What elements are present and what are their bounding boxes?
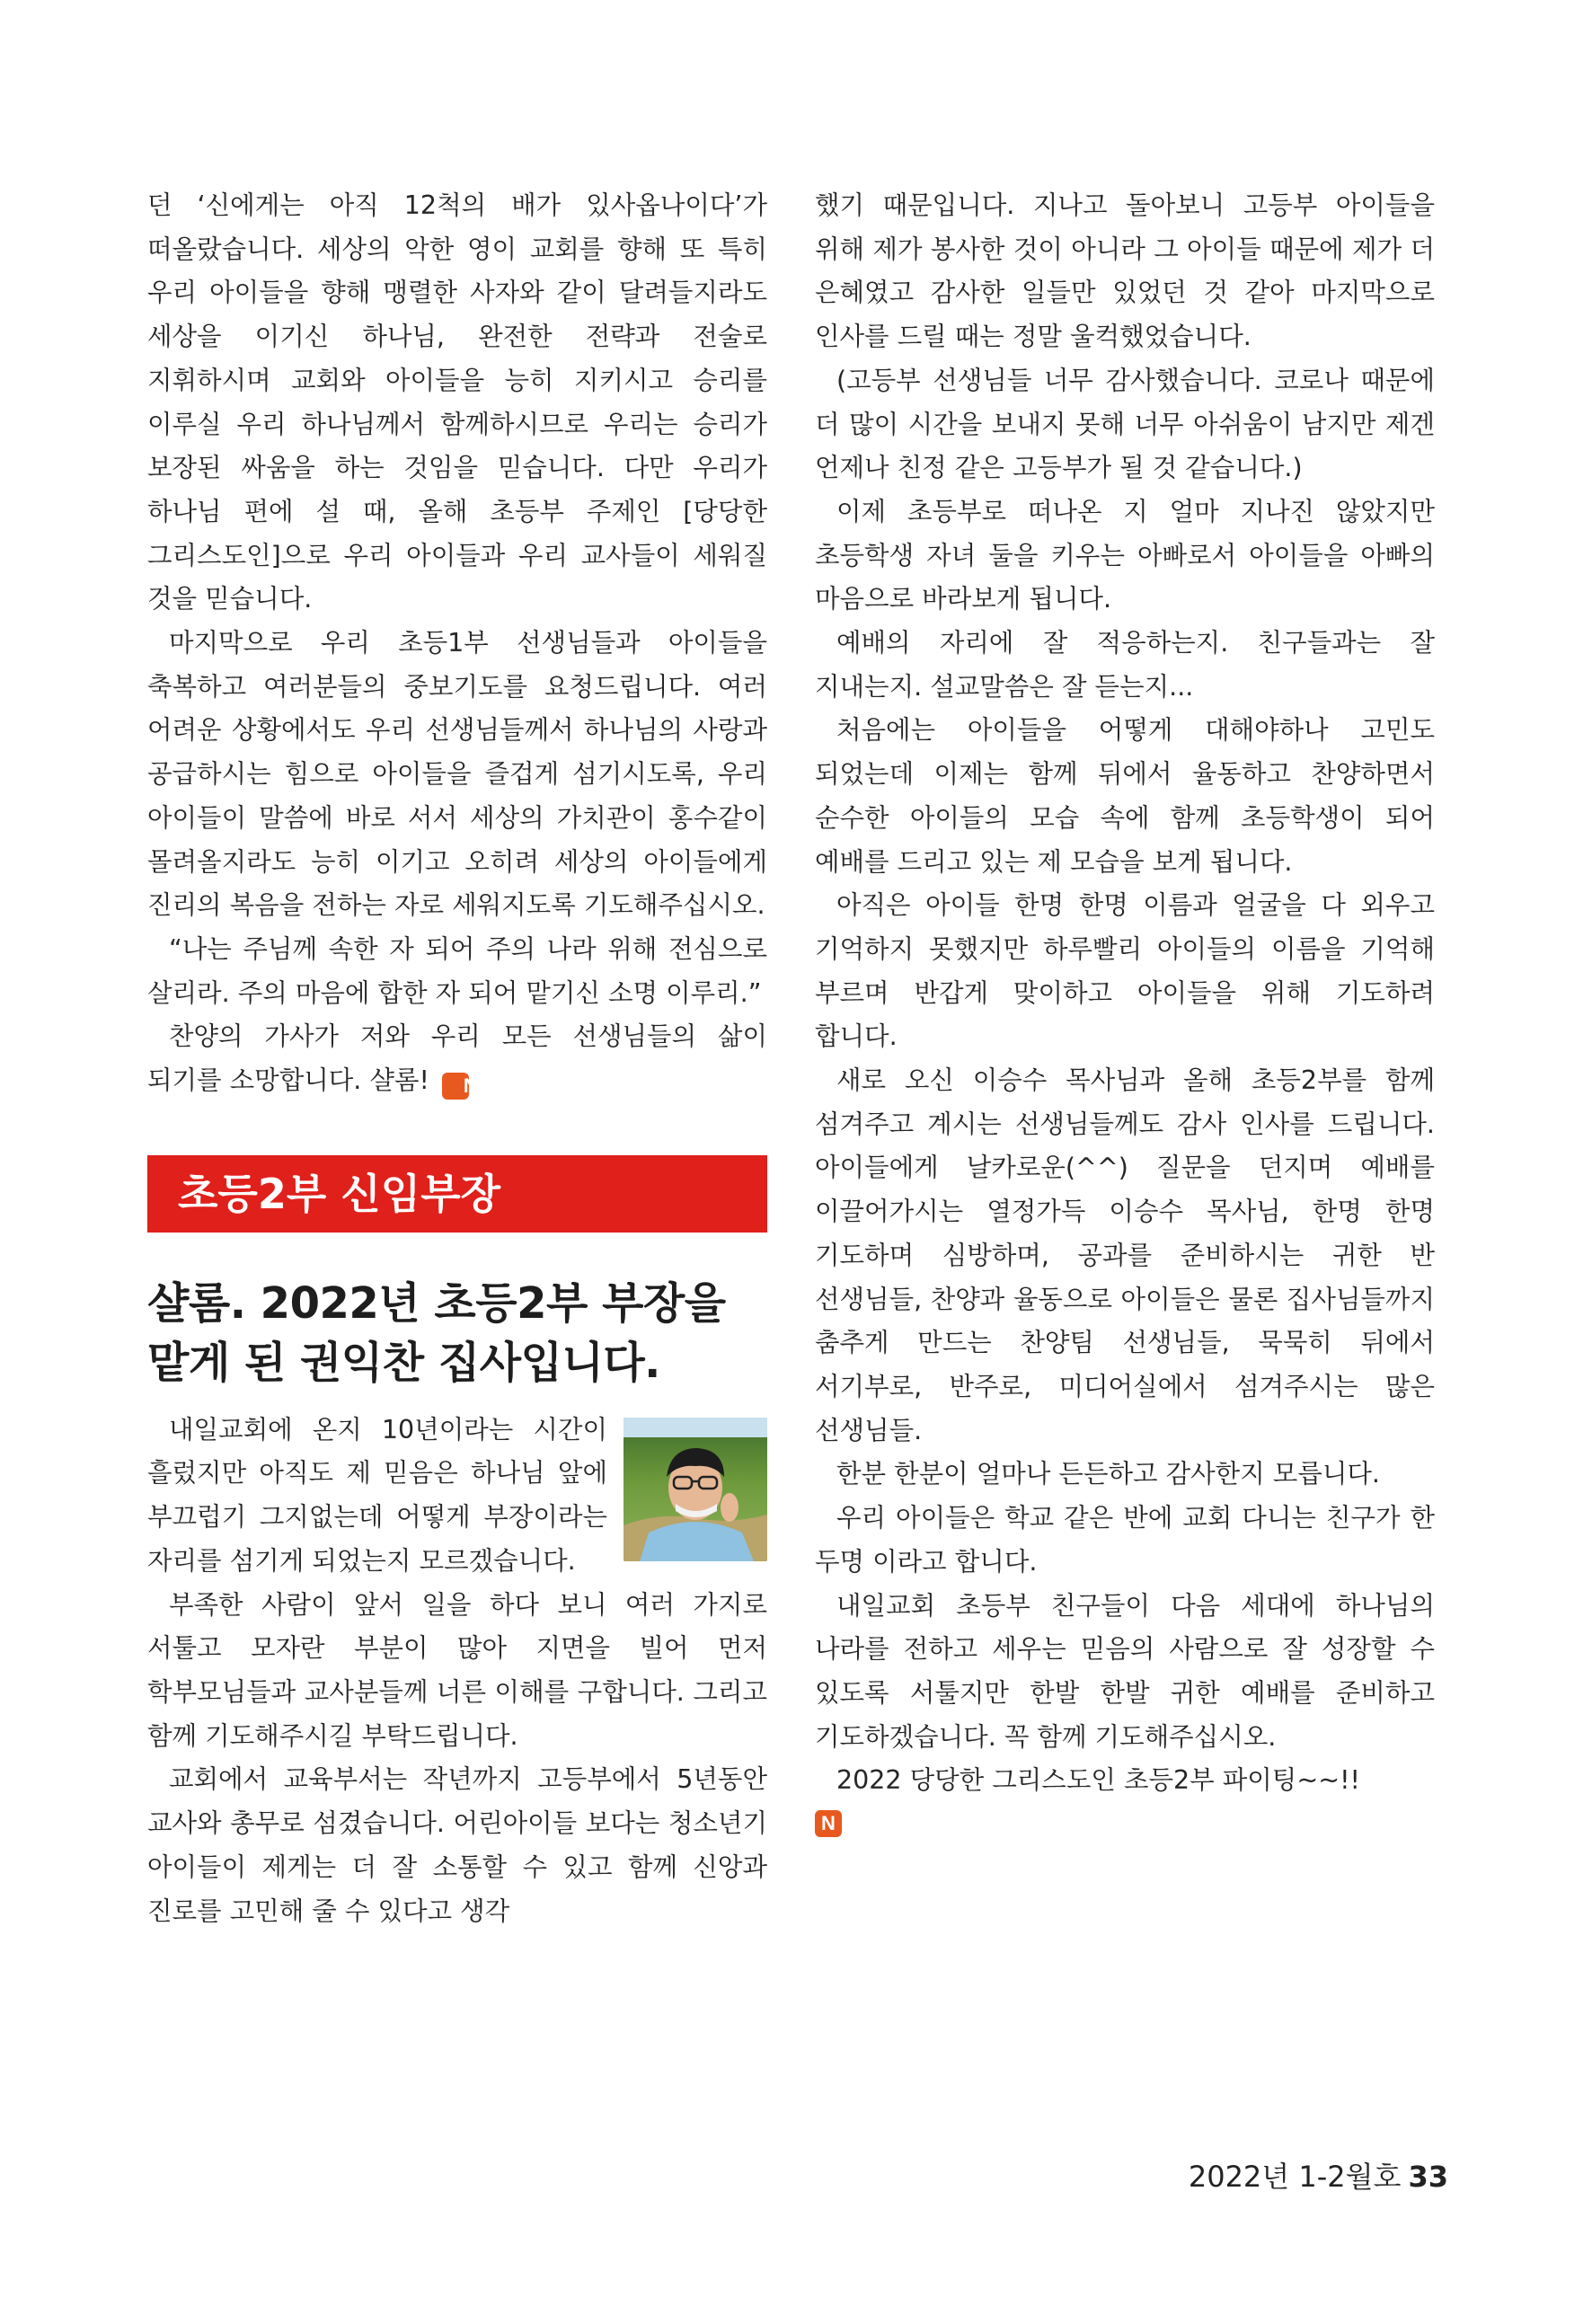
- issue-label: 2022년 1-2월호: [1188, 2160, 1402, 2194]
- paragraph: 예배의 자리에 잘 적응하는지. 친구들과는 잘 지내는지. 설교말씀은 잘 듣는지...: [815, 628, 1435, 702]
- paragraph: 교회에서 교육부서는 작년까지 고등부에서 5년동안 교사와 총무로 섬겼습니다. 어린아이들 보다는 청소년기 아이들이 제게는 더 잘 소통할 수 있고 함께 신앙과 진로를 고민해 줄 수 있다고 생각: [147, 1764, 767, 1926]
- paragraph: 내일교회 초등부 친구들이 다음 세대에 하나님의 나라를 전하고 세우는 믿음의 사람으로 잘 성장할 수 있도록 서툴지만 한발 한발 귀한 예배를 준비하고 기도하겠습니다. 꼭 함께 기도해주십시오.: [815, 1590, 1435, 1752]
- left-column: [147, 184, 767, 1933]
- paragraph: 2022 당당한 그리스도인 초등2부 파이팅~~!!: [836, 1765, 1360, 1796]
- author-photo: [624, 1418, 767, 1561]
- author-photo-image: [624, 1418, 767, 1561]
- paragraph: 새로 오신 이승수 목사님과 올해 초등2부를 함께 섬겨주고 계시는 선생님들께도 감사 인사를 드립니다. 아이들에게 날카로운(^^) 질문을 던지며 예배를 이끌어가시는 열정가득 이승수 목사님, 한명 한명 기도하며 심방하며, 공과를 준비하시는 귀한 반 선생님들, 찬양과 율동으로 아이들은 물론 집사님들까지 춤추게 만드는 찬양팀 선생님들, 묵묵히 뒤에서 서기부로, 반주로, 미디어실에서 섬겨주시는 많은 선생님들.: [815, 1065, 1435, 1445]
- paragraph: 아직은 아이들 한명 한명 이름과 얼굴을 다 외우고 기억하지 못했지만 하루빨리 아이들의 이름을 기억해 부르며 반갑게 맞이하고 아이들을 위해 기도하려 합니다.: [815, 890, 1435, 1052]
- paragraph: “나는 주님께 속한 자 되어 주의 나라 위해 전심으로 살리라. 주의 마음에 합한 자 되어 맡기신 소명 이루리.”: [147, 933, 767, 1008]
- paragraph: 내일교회에 온지 10년이라는 시간이 흘렀지만 아직도 제 믿음은 하나님 앞에 부끄럽기 그지없는데 어떻게 부장이라는 자리를 섬기게 되었는지 모르겠습니다.: [147, 1414, 607, 1576]
- page-footer: [1189, 2154, 1448, 2196]
- article-end-badge: N: [815, 1810, 842, 1837]
- paragraph: 우리 아이들은 학교 같은 반에 교회 다니는 친구가 한 두명 이라고 합니다.: [815, 1503, 1435, 1577]
- paragraph: 부족한 사람이 앞서 일을 하다 보니 여러 가지로 서툴고 모자란 부분이 많아 지면을 빌어 먼저 학부모님들과 교사분들께 너른 이해를 구합니다. 그리고 함께 기도해주시길 부탁드립니다.: [147, 1589, 767, 1751]
- article-headline: 샬롬. 2022년 초등2부 부장을 맡게 된 권익찬 집사입니다.: [147, 1277, 726, 1388]
- paragraph: 처음에는 아이들을 어떻게 대해야하나 고민도 되었는데 이제는 함께 뒤에서 율동하고 찬양하면서 순수한 아이들의 모습 속에 함께 초등학생이 되어 예배를 드리고 있는 제 모습을 보게 됩니다.: [815, 715, 1435, 877]
- paragraph: 마지막으로 우리 초등1부 선생님들과 아이들을 축복하고 여러분들의 중보기도를 요청드립니다. 여러 어려운 상황에서도 우리 선생님들께서 하나님의 사랑과 공급하시는 힘으로 아이들을 즐겁게 섬기시도록, 우리 아이들이 말씀에 바로 서서 세상의 가치관이 홍수같이 몰려올지라도 능히 이기고 오히려 세상의 아이들에게 진리의 복음을 전하는 자로 세워지도록 기도해주십시오.: [147, 628, 767, 921]
- paragraph-text: 찬양의 가사가 저와 우리 모든 선생님들의 삶이 되기를 소망합니다. 샬롬!: [147, 1021, 767, 1096]
- paragraph: 던 ‘신에게는 아직 12척의 배가 있사옵나이다’가 떠올랐습니다. 세상의 악한 영이 교회를 향해 또 특히 우리 아이들을 향해 맹렬한 사자와 같이 달려들지라도 세상을 이기신 하나님, 완전한 전략과 전술로 지휘하시며 교회와 아이들을 능히 지키시고 승리를 이루실 우리 하나님께서 함께하시므로 우리는 승리가 보장된 싸움을 하는 것임을 믿습니다. 다만 우리가 하나님 편에 설 때, 올해 초등부 주제인 [당당한 그리스도인]으로 우리 아이들과 우리 교사들이 세워질 것을 믿습니다.: [147, 190, 767, 614]
- paragraph: [147, 1015, 767, 1102]
- paragraph: (고등부 선생님들 너무 감사했습니다. 코로나 때문에 더 많이 시간을 보내지 못해 너무 아쉬움이 남지만 제겐 언제나 친정 같은 고등부가 될 것 같습니다.): [815, 365, 1435, 483]
- paragraph: 했기 때문입니다. 지나고 돌아보니 고등부 아이들을 위해 제가 봉사한 것이 아니라 그 아이들 때문에 제가 더 은혜였고 감사한 일들만 있었던 것 같아 마지막으로 인사를 드릴 때는 정말 울컥했었습니다.: [815, 190, 1435, 352]
- paragraph: 이제 초등부로 떠나온 지 얼마 지나진 않았지만 초등학생 자녀 둘을 키우는 아빠로서 아이들을 아빠의 마음으로 바라보게 됩니다.: [815, 496, 1435, 614]
- right-column: [815, 184, 1435, 1837]
- article-end-badge: N: [442, 1073, 469, 1100]
- paragraph: 한분 한분이 얼마나 든든하고 감사한지 모릅니다.: [836, 1459, 1380, 1489]
- section-header: 초등2부 신임부장: [147, 1155, 767, 1233]
- page-number: 33: [1408, 2160, 1448, 2194]
